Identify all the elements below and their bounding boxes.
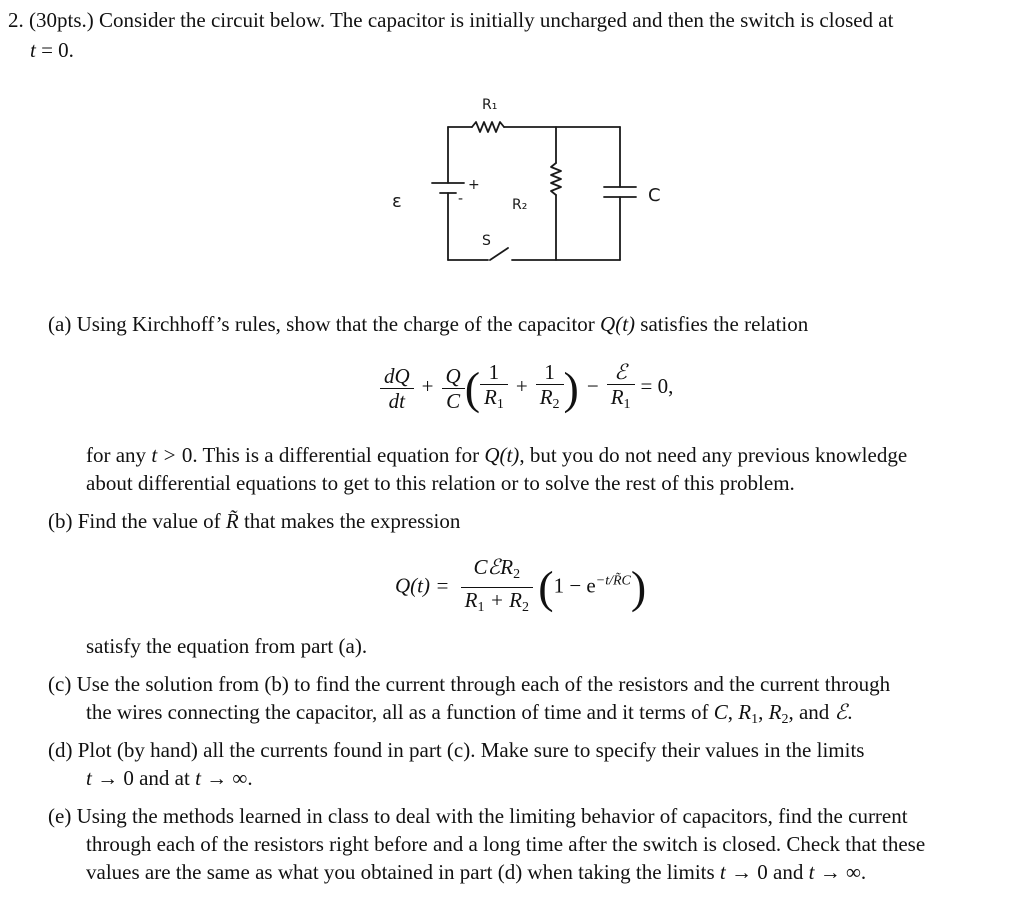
eq-a-r1-sub: 1: [496, 397, 504, 412]
part-c-sep1: ,: [727, 700, 739, 724]
follow-end: , but you do not need any previous knowledge: [519, 443, 908, 467]
part-d-label: (d): [48, 738, 73, 762]
eq-a-lparen: (: [464, 362, 481, 414]
part-a-follow-line1: [86, 441, 907, 469]
problem-header-line1: 2. (30pts.) Consider the circuit below. The capacitor is initially uncharged and then the switch is closed at: [8, 8, 894, 32]
eq-a-r2: R: [539, 385, 553, 409]
eq-b-den-r1: R: [464, 588, 478, 612]
part-c-r1: R: [738, 700, 752, 724]
switch-blade: [490, 248, 508, 260]
resistor-r2-zigzag: [551, 163, 561, 195]
eq-a-equals-zero: = 0,: [640, 374, 674, 399]
follow-for-any: for any: [86, 443, 152, 467]
part-b-r-tilde: R̃: [225, 509, 239, 533]
eq-a-q: Q: [442, 364, 465, 389]
eq-a-r2-sub: 2: [552, 397, 560, 412]
part-c-line1-text: Use the solution from (b) to find the current through each of the resistors and the current through: [76, 672, 891, 696]
part-b-text-before: Find the value of: [77, 509, 226, 533]
eq-b-lhs: Q(t) =: [395, 573, 450, 598]
eq-a-r1: R: [484, 385, 497, 409]
eq-b-den-sub2: 2: [522, 600, 529, 615]
part-c-r1-sub: 1: [751, 712, 759, 727]
follow-t-gt: t >: [151, 443, 182, 467]
eq-b-num: CℰR: [473, 555, 514, 579]
eq-a-one2: 1: [536, 360, 564, 385]
eq-b-rparen: ): [630, 561, 647, 613]
part-c-line2-text: the wires connecting the capacitor, all as a function of time and it terms of: [86, 700, 714, 724]
part-a-statement: [48, 310, 808, 338]
part-b-label: (b): [48, 509, 73, 533]
problem-header-line2: [30, 36, 74, 64]
eq-b-one-minus-e: 1 − e: [553, 573, 596, 598]
part-c-line2: [86, 698, 853, 734]
part-b-statement: [48, 507, 460, 535]
frac-q-c: [442, 364, 465, 413]
part-c-sep2: ,: [758, 700, 769, 724]
part-a-q-of-t: Q(t): [600, 312, 636, 336]
part-c-emf: ℰ: [834, 700, 848, 724]
eq-a-dq: dQ: [380, 364, 414, 389]
part-d-t1: t: [86, 766, 92, 790]
part-b-after: satisfy the equation from part (a).: [86, 634, 368, 658]
header-t-zero: = 0.: [35, 38, 74, 62]
part-d-arrow0: → 0 and at: [91, 766, 196, 790]
part-d-line1: [48, 736, 864, 764]
eq-b-lparen: (: [538, 561, 554, 613]
part-b-text-after: that makes the expression: [238, 509, 461, 533]
part-e-line1: [48, 802, 908, 830]
part-e-line1-text: Using the methods learned in class to deal with the limiting behavior of capacitors, find the current: [76, 804, 908, 828]
label-r1: R₁: [482, 97, 498, 113]
part-e-line3-text: values are the same as what you obtained in part (d) when taking the limits: [86, 860, 720, 884]
eq-a-r1b: R: [610, 385, 624, 409]
frac-dq-dt: [380, 364, 414, 413]
frac-emf-r1: [607, 360, 635, 417]
part-d-line2: [86, 764, 253, 792]
part-a-label: (a): [48, 312, 72, 336]
eq-b-den-r2: + R: [484, 588, 522, 612]
part-d-arrowinf: → ∞.: [200, 766, 253, 790]
part-c-r2-sub: 2: [781, 712, 789, 727]
eq-b-exponent: −t/R̃C: [595, 573, 631, 589]
part-e-label: (e): [48, 804, 72, 828]
var-t: t: [30, 38, 36, 62]
label-switch: S: [482, 233, 491, 249]
part-c-and: , and: [788, 700, 835, 724]
eq-a-rparen: ): [563, 362, 579, 414]
frac-cer2: [461, 555, 533, 620]
eq-a-c: C: [446, 389, 461, 413]
eq-b-den-sub1: 1: [477, 600, 485, 615]
part-a-follow-line2: about differential equations to get to this relation or to solve the rest of this problem.: [86, 471, 795, 495]
part-c-line1: [48, 670, 890, 698]
eq-a-minus: −: [586, 374, 599, 399]
circuit-diagram: [370, 85, 700, 275]
eq-a-r1b-sub: 1: [623, 397, 631, 412]
frac-one-r2: [536, 360, 564, 417]
label-minus: -: [458, 191, 464, 207]
part-c-label: (c): [48, 672, 72, 696]
label-plus: +: [468, 177, 480, 193]
part-a-text-before: Using Kirchhoff’s rules, show that the charge of the capacitor: [76, 312, 601, 336]
eq-b-num-sub: 2: [513, 567, 521, 582]
part-e-line3: [86, 858, 866, 886]
part-e-arrowinf: → ∞.: [814, 860, 867, 884]
eq-a-plus2: +: [515, 374, 528, 399]
label-r2: R₂: [512, 197, 528, 213]
label-emf: ε: [392, 191, 402, 212]
eq-a-dt: dt: [388, 389, 405, 413]
follow-q-of-t: Q(t): [484, 443, 520, 467]
part-d-t2: t: [195, 766, 201, 790]
label-capacitor: C: [648, 185, 661, 206]
equation-a: [380, 360, 673, 417]
part-c-end: .: [847, 700, 853, 724]
part-c-c: C: [713, 700, 728, 724]
part-e-line2: through each of the resistors right before and a long time after the switch is closed. Check that these: [86, 832, 926, 856]
part-d-line1-text: Plot (by hand) all the currents found in part (c). Make sure to specify their values in the limits: [77, 738, 865, 762]
equation-b: [395, 555, 646, 620]
part-a-text-after: satisfies the relation: [635, 312, 809, 336]
part-c-r2: R: [768, 700, 782, 724]
follow-mid: 0. This is a differential equation for: [181, 443, 485, 467]
eq-a-emf: ℰ: [607, 360, 635, 385]
part-e-t1: t: [719, 860, 726, 884]
eq-a-plus1: +: [421, 374, 434, 399]
part-e-arrow0: → 0 and: [725, 860, 809, 884]
frac-one-r1: [480, 360, 508, 417]
part-e-t2: t: [808, 860, 815, 884]
eq-a-one1: 1: [480, 360, 508, 385]
resistor-r1-zigzag: [472, 122, 504, 132]
